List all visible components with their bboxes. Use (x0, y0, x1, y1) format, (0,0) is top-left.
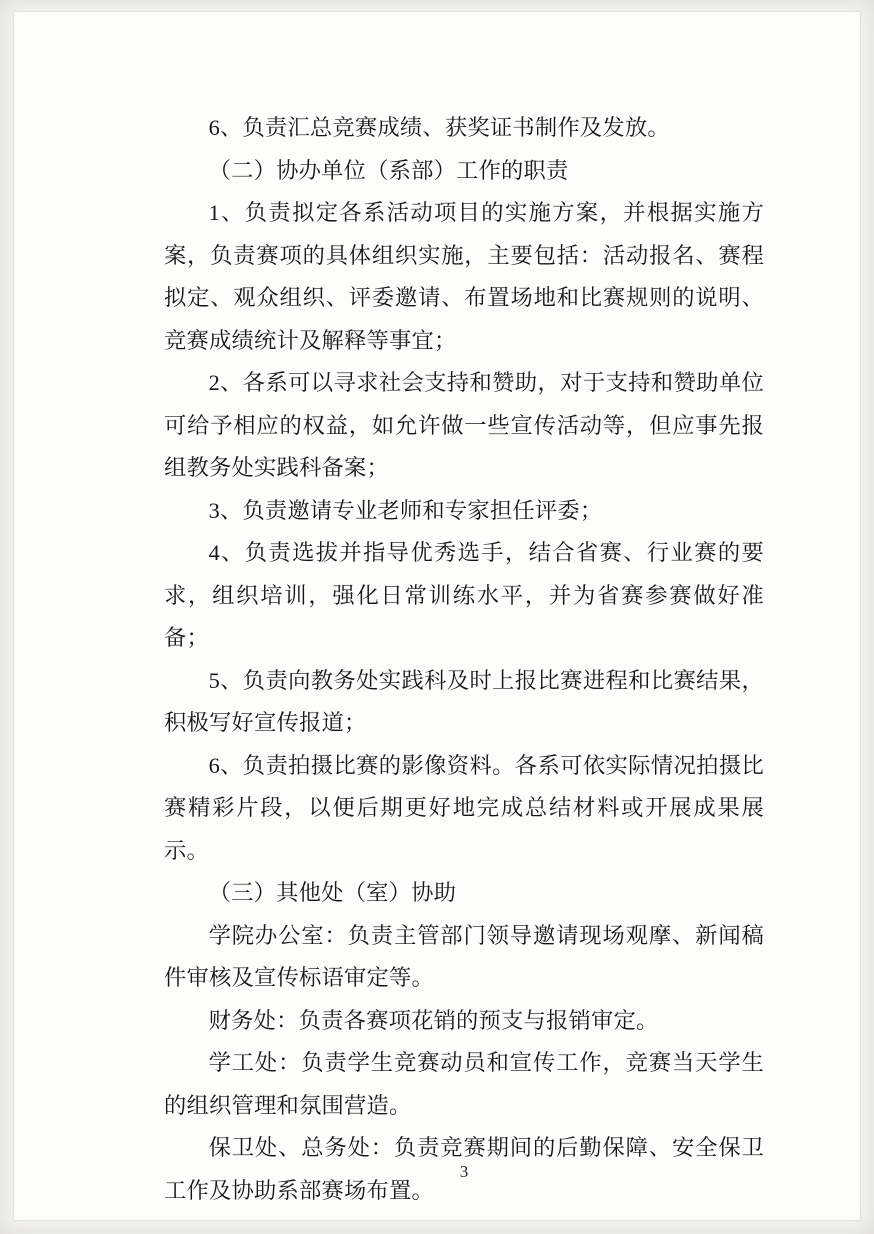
document-body (164, 107, 764, 1212)
paragraph: 5、负责向教务处实践科及时上报比赛进程和比赛结果，积极写好宣传报道； (164, 667, 764, 735)
paper-sheet (14, 12, 860, 1220)
paragraph: （三）其他处（室）协助 (208, 880, 457, 905)
page-number: 3 (459, 1162, 469, 1181)
paragraph: 学工处：负责学生竞赛动员和宣传工作，竞赛当天学生的组织管理和氛围营造。 (164, 1050, 764, 1118)
paragraph: 6、负责拍摄比赛的影像资料。各系可依实际情况拍摄比赛精彩片段，以便后期更好地完成总结材料或开展成果展示。 (164, 752, 764, 863)
paragraph: 1、负责拟定各系活动项目的实施方案，并根据实施方案，负责赛项的具体组织实施，主要包括：活动报名、赛程拟定、观众组织、评委邀请、布置场地和比赛规则的说明、竞赛成绩统计及解释等事宜； (164, 200, 764, 353)
paragraph: 4、负责选拔并指导优秀选手，结合省赛、行业赛的要求，组织培训，强化日常训练水平，并为省赛参赛做好准备； (164, 540, 764, 650)
paragraph: 财务处：负责各赛项花销的预支与报销审定。 (208, 1007, 659, 1033)
paragraph: 学院办公室：负责主管部门领导邀请现场观摩、新闻稿件审核及宣传标语审定等。 (164, 922, 764, 990)
paragraph: 2、各系可以寻求社会支持和赞助，对于支持和赞助单位可给予相应的权益，如允许做一些宣传活动等，但应事先报组教务处实践科备案； (164, 370, 764, 480)
paragraph: 3、负责邀请专业老师和专家担任评委； (208, 497, 603, 523)
paragraph: （二）协办单位（系部）工作的职责 (208, 157, 569, 183)
paragraph: 6、负责汇总竞赛成绩、获奖证书制作及发放。 (208, 115, 670, 140)
paragraph: 保卫处、总务处：负责竞赛期间的后勤保障、安全保卫工作及协助系部赛场布置。 (164, 1135, 764, 1203)
